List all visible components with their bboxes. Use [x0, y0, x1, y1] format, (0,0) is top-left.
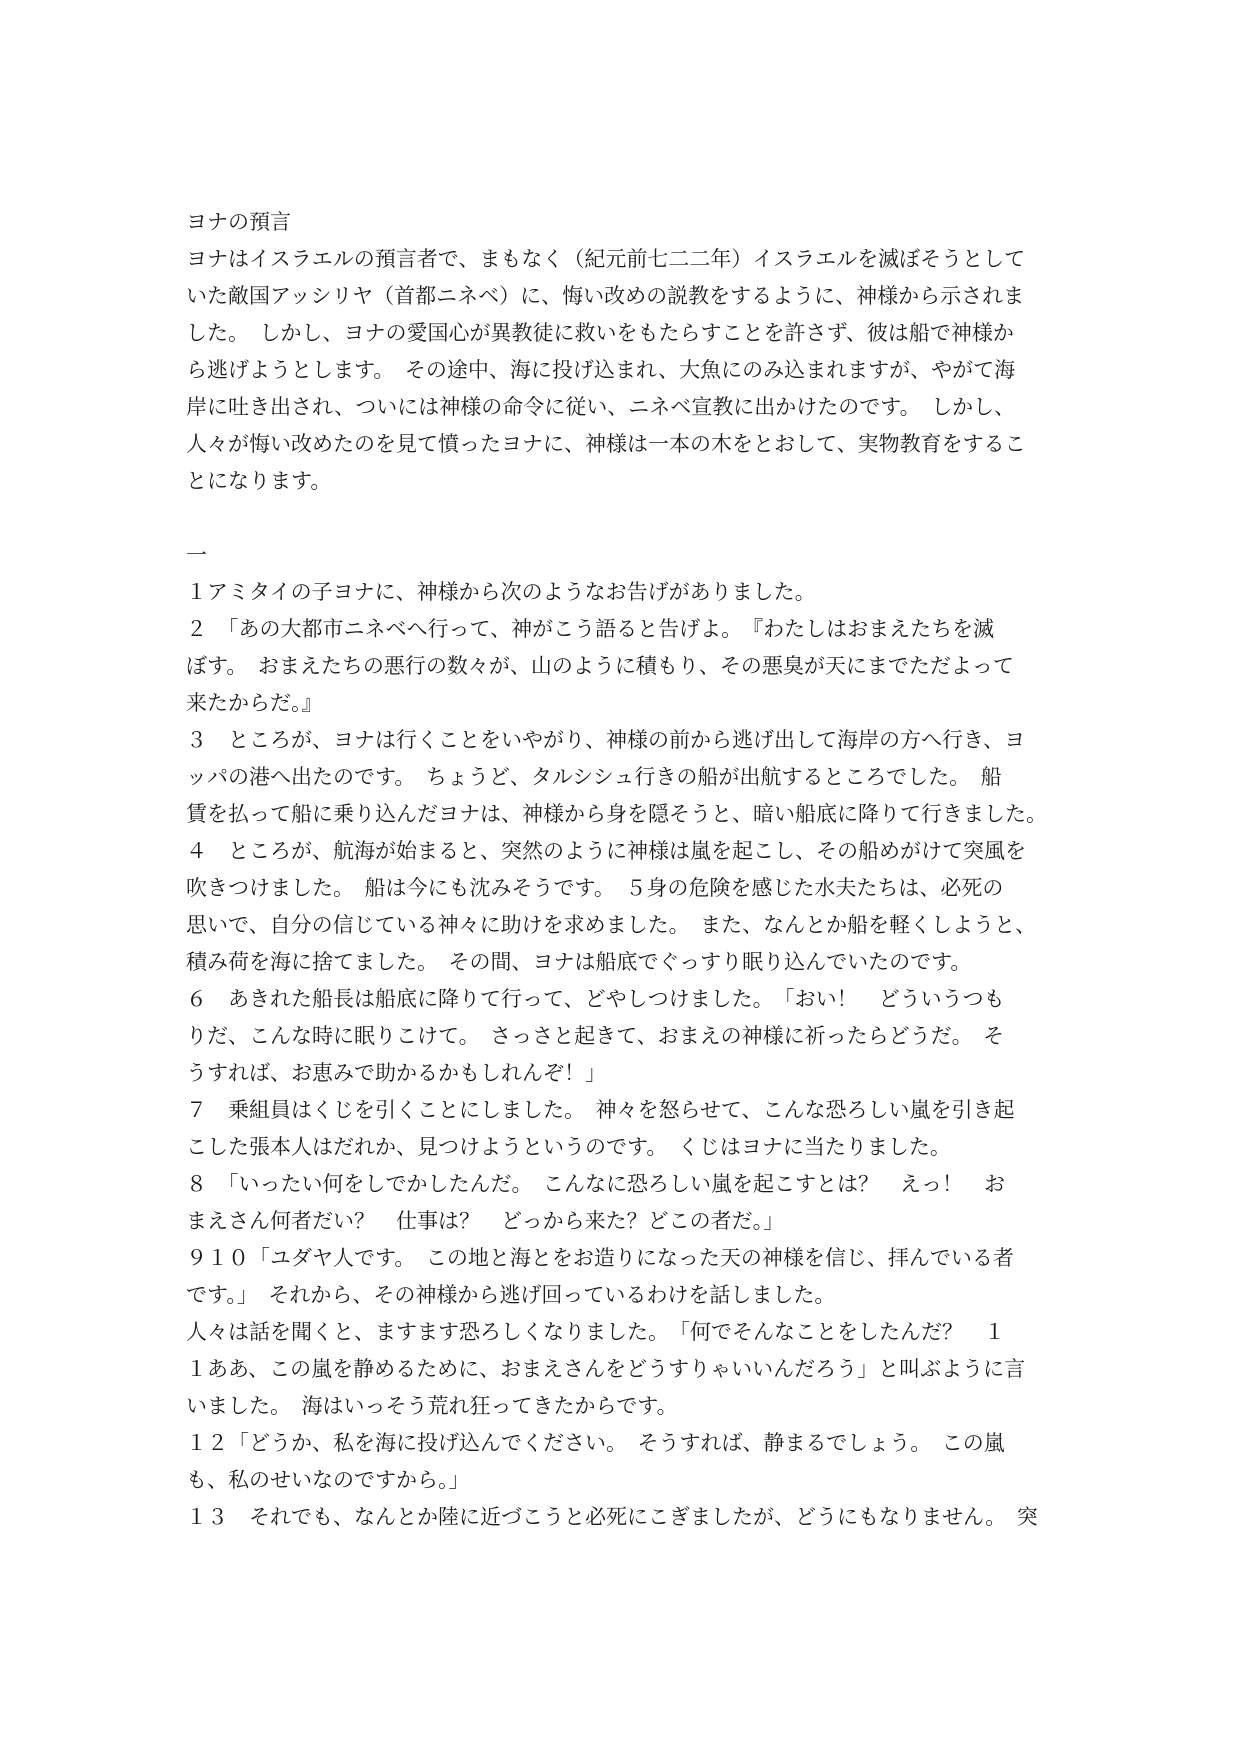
intro-paragraph: [186, 241, 1052, 500]
verse-line: ９１０「ユダヤ人です。 この地と海とをお造りになった天の神様を信じ、拝んでいる者: [186, 1246, 1014, 1270]
intro-line: 岸に吐き出され、ついには神様の命令に従い、ニネベ宣教に出かけたのです。 しかし、: [186, 395, 1016, 419]
verse-line: ッパの港へ出たのです。 ちょうど、タルシシュ行きの船が出航するところでした。 船: [186, 765, 1002, 789]
intro-line: 人々が悔い改めたのを見て憤ったヨナに、神様は一本の木をとおして、実物教育をするこ: [186, 432, 1026, 456]
document-content: [186, 204, 1052, 1536]
verse-line: ３ ところが、ヨナは行くことをいやがり、神様の前から逃げ出して海岸の方へ行き、ヨ: [186, 728, 1026, 752]
verse-line: ７ 乗組員はくじを引くことにしました。 神々を怒らせて、こんな恐ろしい嵐を引き起: [186, 1098, 1015, 1122]
verse-line: １２「どうか、私を海に投げ込んでください。 そうすれば、静まるでしょう。 この嵐: [186, 1431, 1005, 1455]
intro-line: ヨナはイスラエルの預言者で、まもなく（紀元前七二二年）イスラエルを滅ぼそうとして: [186, 247, 1026, 271]
verse-line: １アミタイの子ヨナに、神様から次のようなお告げがありました。: [186, 580, 816, 604]
verse-line: 人々は話を聞くと、ますます恐ろしくなりました。 「何でそんなことをしたんだ？ １: [186, 1320, 1005, 1344]
verse-line: １ああ、この嵐を静めるために、おまえさんをどうすりゃいいんだろう」と叫ぶように言: [186, 1357, 1026, 1381]
verse-line: 賃を払って船に乗り込んだヨナは、神様から身を隠そうと、暗い船底に降りて行きました。: [186, 802, 1047, 826]
verse-line: ４ ところが、航海が始まると、突然のように神様は嵐を起こし、その船めがけて突風を: [186, 839, 1026, 863]
verse-line: も、私のせいなのですから。」: [186, 1468, 470, 1492]
verse-line: ６ あきれた船長は船底に降りて行って、どやしつけました。 「おい！ どういうつも: [186, 987, 1005, 1011]
verse-line: 吹きつけました。 船は今にも沈みそうです。 ５身の危険を感じた水夫たちは、必死の: [186, 876, 1004, 900]
verse-line: １３ それでも、なんとか陸に近づこうと必死にこぎましたが、どうにもなりません。 突: [186, 1505, 1038, 1529]
verse-line: ８ 「いったい何をしでかしたんだ。 こんなに恐ろしい嵐を起こすとは？ えっ！ お: [186, 1172, 1005, 1196]
intro-line: ら逃げようとします。 その途中、海に投げ込まれ、大魚にのみ込まれますが、やがて海: [186, 358, 1016, 382]
verse-line: 思いで、自分の信じている神々に助けを求めました。 また、なんとか船を軽くしようと、: [186, 913, 1037, 937]
verse-line: ２ 「あの大都市ニネベへ行って、神がこう語ると告げよ。 『わたしはおまえたちを滅: [186, 617, 995, 641]
chapter-heading: 一: [186, 543, 207, 567]
verse-line: りだ、こんな時に眠りこけて。 さっさと起きて、おまえの神様に祈ったらどうだ。 そ: [186, 1024, 1005, 1048]
intro-line: した。 しかし、ヨナの愛国心が異教徒に救いをもたらすことを許さず、彼は船で神様か: [186, 321, 1014, 345]
intro-line: いた敵国アッシリヤ（首都ニネベ）に、悔い改めの説教をするように、神様から示されま: [186, 284, 1025, 308]
document-title: ヨナの預言: [186, 210, 291, 234]
chapter-body: [186, 574, 1052, 1536]
verse-line: です。」 それから、その神様から逃げ回っているわけを話しました。: [186, 1283, 836, 1307]
verse-line: ぼす。 おまえたちの悪行の数々が、山のように積もり、その悪臭が天にまでただよって: [186, 654, 1014, 678]
verse-line: 来たからだ。』: [186, 691, 323, 715]
verse-line: 積み荷を海に捨てました。 その間、ヨナは船底でぐっすり眠り込んでいたのです。: [186, 950, 972, 974]
spacer: [186, 500, 1052, 537]
verse-line: うすれば、お恵みで助かるかもしれんぞ！」: [186, 1061, 606, 1085]
verse-line: いました。 海はいっそう荒れ狂ってきたからです。: [186, 1394, 678, 1418]
verse-line: まえさん何者だい？ 仕事は？ どっから来た？どこの者だ。」: [186, 1209, 785, 1233]
intro-line: とになります。: [186, 469, 332, 493]
verse-line: こした張本人はだれか、見つけようというのです。 くじはヨナに当たりました。: [186, 1135, 951, 1159]
